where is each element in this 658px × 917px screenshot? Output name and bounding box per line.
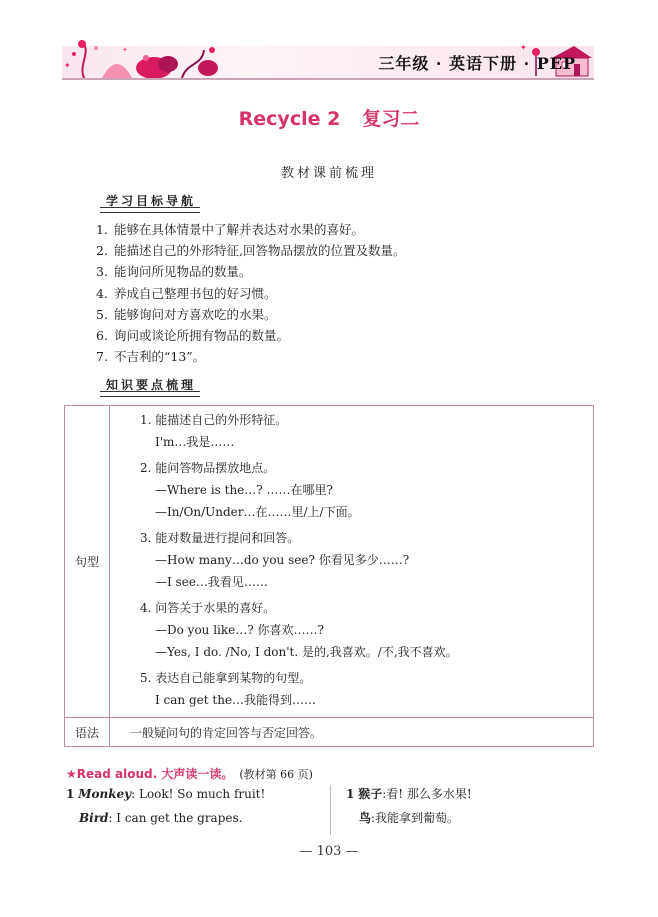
- goal-text: 能询问所见物品的数量。: [114, 264, 252, 280]
- goals-section-label-text: 学习目标导航: [106, 194, 197, 208]
- goals-section-underline: [100, 207, 200, 213]
- goal-num: 1.: [96, 222, 108, 237]
- goal-num: 6.: [96, 327, 108, 343]
- dialog-speaker: Monkey: [78, 787, 132, 801]
- header-divider: [62, 78, 594, 80]
- header-title: 三年级 · 英语下册 · PEP: [378, 54, 576, 73]
- point-title: 5. 表达自己能拿到某物的句型。: [140, 671, 312, 685]
- dialog-chinese: [346, 782, 472, 830]
- read-aloud-title: [66, 765, 313, 782]
- dialog-line: [66, 806, 265, 830]
- goal-text: 能够在具体情景中了解并表达对水果的喜好。: [114, 222, 365, 237]
- goal-num: 5.: [96, 306, 108, 322]
- goal-item: [96, 325, 405, 346]
- dialog-text: : Look! So much fruit!: [131, 787, 266, 801]
- goals-list: [96, 219, 405, 367]
- point-line: —In/On/Under…在……里/上/下面。: [155, 505, 360, 519]
- point-line: —Do you like…? 你喜欢……?: [155, 623, 324, 637]
- page-title-cn: 复习二: [362, 108, 420, 130]
- dialog-line: [346, 782, 472, 806]
- goal-text: 能够询问对方喜欢吃的水果。: [114, 306, 277, 322]
- svg-text:✦: ✦: [122, 46, 128, 54]
- page-subtitle: 教材课前梳理: [280, 166, 377, 181]
- dialog-text: :我能拿到葡萄。: [371, 811, 460, 825]
- goal-text: 能描述自己的外形特征,回答物品摆放的位置及数量。: [114, 243, 406, 259]
- sentence-row: [65, 406, 594, 718]
- point-line: —How many…do you see? 你看见多少……?: [155, 553, 410, 567]
- goal-num: 7.: [96, 349, 108, 365]
- sentence-label: 句型: [65, 406, 110, 718]
- goal-num: 2.: [96, 243, 108, 259]
- point-line: —I see…我看见……: [155, 575, 268, 589]
- point-title: 3. 能对数量进行提问和回答。: [140, 531, 300, 545]
- goal-item: [96, 304, 405, 325]
- goal-item: [96, 240, 405, 261]
- goal-item: [96, 346, 405, 367]
- point-title: 1. 能描述自己的外形特征。: [140, 413, 288, 427]
- dialog-speaker: 鸟: [359, 811, 372, 825]
- goal-text: 养成自己整理书包的好习惯。: [114, 285, 277, 301]
- goal-text: 询问或谈论所拥有物品的数量。: [114, 327, 290, 343]
- goal-num: 3.: [96, 264, 108, 280]
- page-title-en: Recycle 2: [238, 108, 341, 130]
- dialog-divider: [330, 785, 331, 835]
- goal-item: [96, 261, 405, 282]
- point-title: 4. 问答关于水果的喜好。: [140, 601, 276, 615]
- point-line: I can get the…我能得到……: [155, 693, 317, 707]
- knowledge-table: [64, 405, 594, 747]
- dialog-line: [346, 806, 472, 830]
- page-header: [62, 38, 594, 84]
- dialog-text: : I can get the grapes.: [108, 811, 243, 825]
- dialog-line: [66, 782, 265, 806]
- dialog-num: 1: [66, 787, 75, 801]
- point-line: —Yes, I do. /No, I don't. 是的,我喜欢。/不,我不喜欢。: [155, 645, 458, 659]
- knowledge-section-label: [106, 376, 196, 393]
- goals-section-label: [106, 192, 196, 209]
- read-aloud-heading: Read aloud. 大声读一读。: [76, 767, 234, 781]
- grammar-label: 语法: [65, 718, 110, 747]
- point-line: I'm…我是……: [155, 435, 235, 449]
- goal-item: [96, 283, 405, 304]
- grammar-row: [65, 718, 594, 747]
- goal-text: 不吉利的“13”。: [114, 349, 206, 365]
- grammar-text: 一般疑问句的肯定回答与否定回答。: [110, 718, 594, 747]
- point-title: 2. 能问答物品摆放地点。: [140, 461, 276, 475]
- page-number: — 103 —: [299, 844, 359, 859]
- svg-text:✦: ✦: [520, 43, 527, 52]
- svg-text:✦: ✦: [64, 61, 71, 70]
- dialog-english: [66, 782, 265, 830]
- star-icon: ★: [66, 767, 77, 781]
- point-line: —Where is the…? ……在哪里?: [155, 483, 333, 497]
- goal-item: [96, 219, 405, 240]
- sentence-points: [110, 406, 594, 718]
- knowledge-section-underline: [100, 391, 200, 397]
- dialog-speaker: 猴子: [358, 787, 383, 801]
- page-title: [0, 104, 658, 131]
- dialog-text: :看! 那么多水果!: [382, 787, 472, 801]
- read-aloud-ref: (教材第 66 页): [239, 768, 313, 781]
- goal-num: 4.: [96, 285, 108, 301]
- dialog-speaker: Bird: [79, 811, 109, 825]
- knowledge-section-label-text: 知识要点梳理: [106, 378, 197, 392]
- dialog-num: 1: [346, 787, 355, 801]
